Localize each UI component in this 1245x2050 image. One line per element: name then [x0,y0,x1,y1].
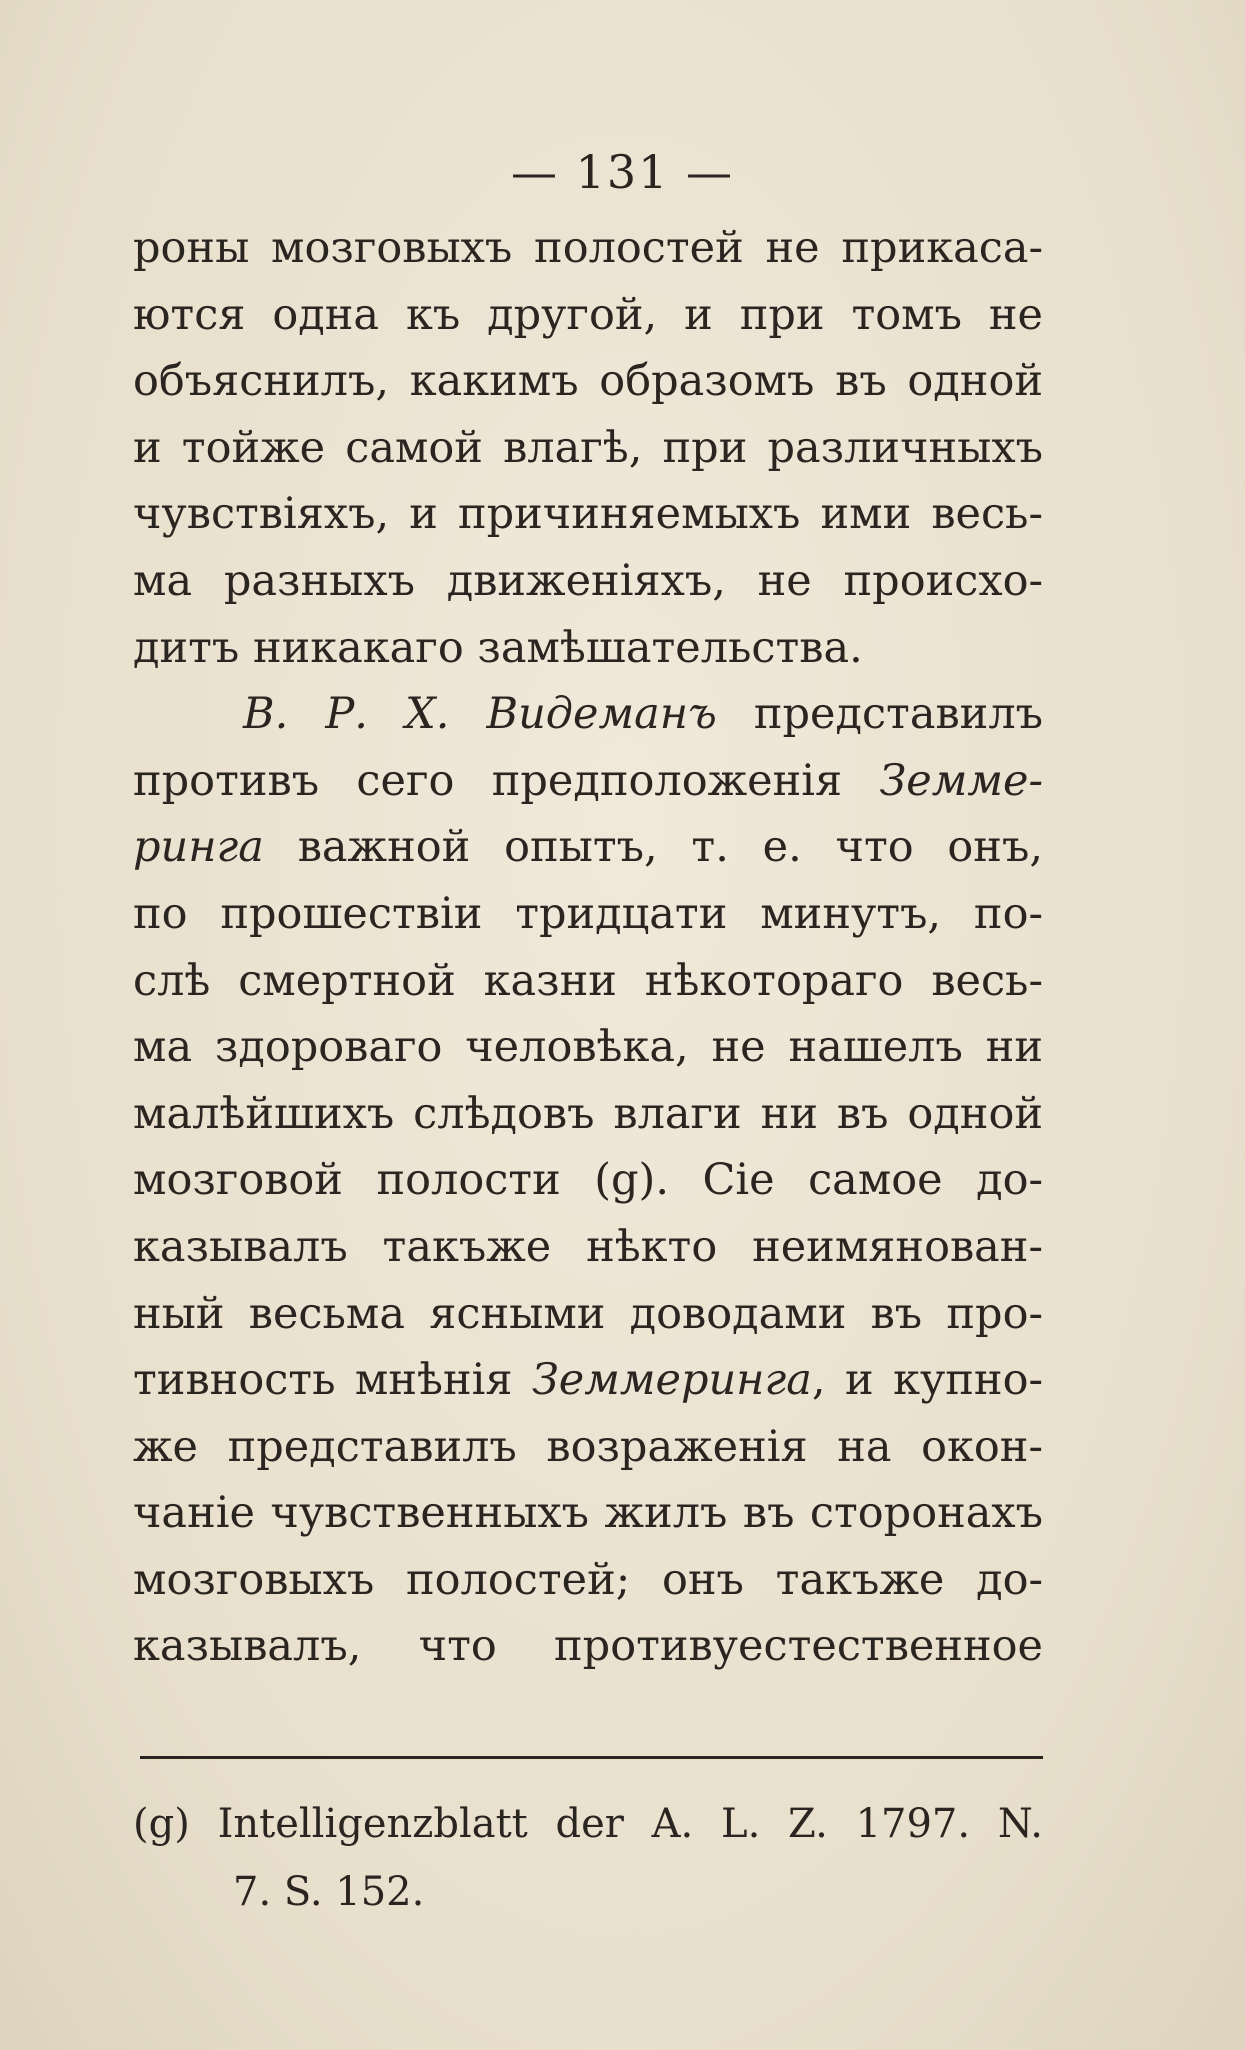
text-line: ринга важной опытъ, т. е. что онъ, [133,822,1043,873]
text-line: В. Р. Х. Видеманъ представилъ [243,689,1043,740]
text-line: ма здороваго человѣка, не нашелъ ни [133,1022,1043,1073]
text-line: дитъ никакаго замѣшательства. [133,622,863,673]
main-text [133,215,1043,1680]
text-line: объяснилъ, какимъ образомъ въ одной [133,356,1043,407]
footnote-line: 7. S. 152. [233,1869,425,1915]
text-line: же представилъ возраженiя на окон- [133,1421,1043,1472]
text-line: чувствiяхъ, и причиняемыхъ ими весь- [133,489,1043,540]
text-line: казывалъ такъже нѣкто неимянован- [133,1221,1043,1272]
page-number: — 131 — [510,145,735,199]
text-line: противъ сего предположенiя Земме- [133,755,1043,806]
text-line: чанiе чувственныхъ жилъ въ сторонахъ [133,1488,1043,1539]
text-line: малѣйшихъ слѣдовъ влаги ни въ одной [133,1088,1043,1139]
text-line: ный весьма ясными доводами въ про- [133,1288,1043,1339]
author-name-soemmerring: Земмеринга [531,1355,812,1406]
text-line: мозговыхъ полостей; онъ такъже до- [133,1554,1043,1605]
footnote [133,1790,1043,1926]
text-line: казывалъ, что противуестественное [133,1621,1043,1672]
text-line: мозговой полости (g). Сiе самое до- [133,1155,1043,1206]
text-line: тивность мнѣнiя Земмеринга, и купно- [133,1355,1044,1406]
author-name-soemmerring: ринга [133,822,264,873]
text-line: слѣ смертной казни нѣкотораго весь- [133,955,1043,1006]
text-line: роны мозговыхъ полостей не прикаса- [133,223,1043,273]
author-name-wiedemann: В. Р. Х. Видеманъ [243,689,717,740]
footnote-line: (g) Intelligenzblatt der A. L. Z. 1797. N. [133,1801,1043,1847]
footnote-divider [140,1756,1043,1759]
text-line: ются одна къ другой, и при томъ не [133,289,1043,340]
text-line: и тойже самой влагѣ, при различныхъ [133,422,1043,473]
author-name-soemmerring: Земме- [879,755,1043,806]
text-line: по прошествiи тридцати минутъ, по- [133,888,1043,939]
text-line: ма разныхъ движенiяхъ, не происхо- [133,555,1043,606]
